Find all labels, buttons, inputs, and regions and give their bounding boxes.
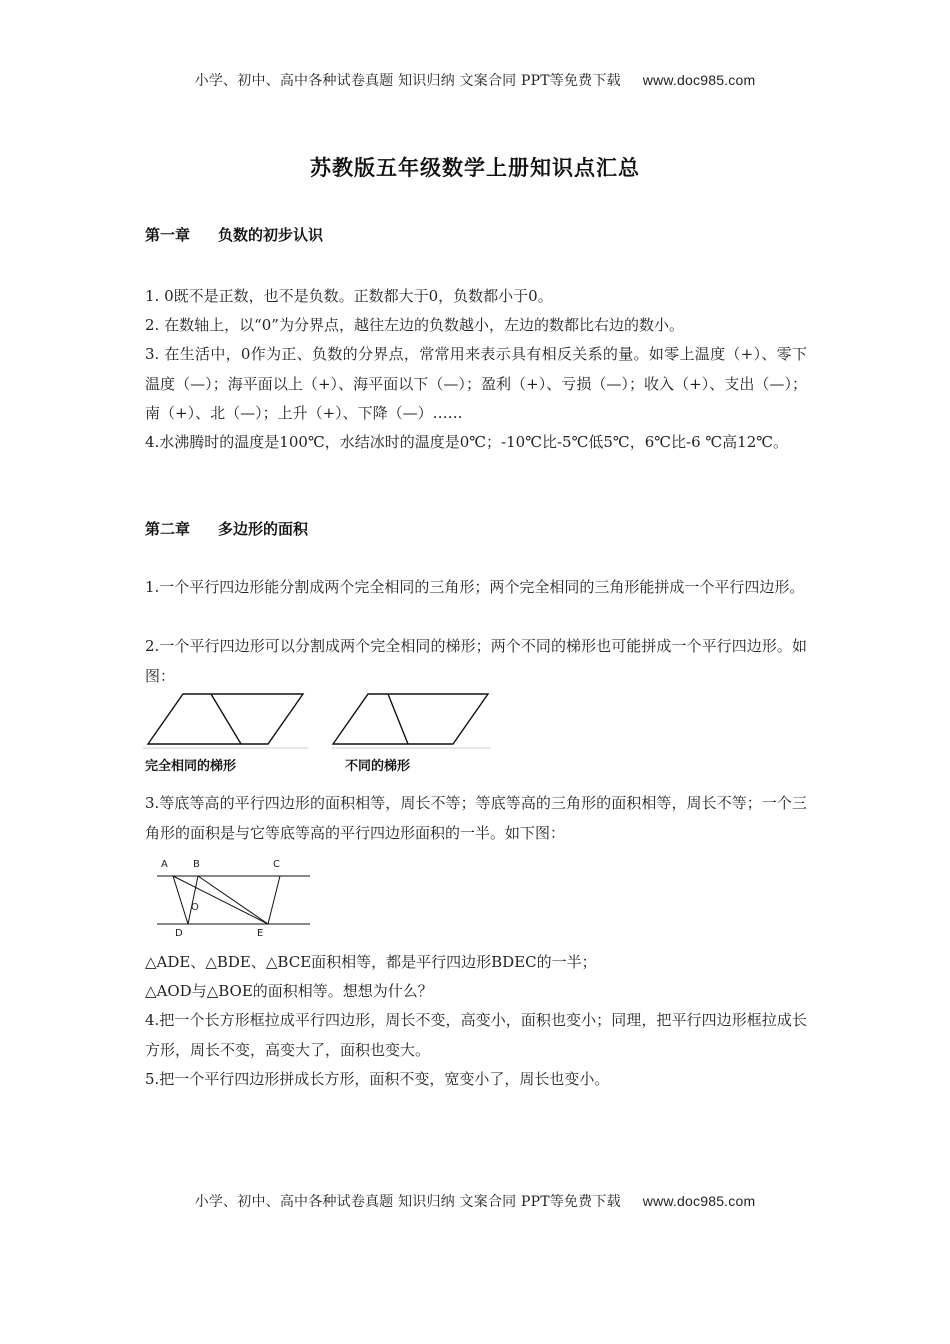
different-trapezoids-parallelogram (333, 694, 488, 744)
caption-different-trapezoids: 不同的梯形 (345, 759, 411, 774)
triangle-area-figure (155, 852, 315, 942)
chapter-number: 第一章 (145, 226, 191, 244)
label-c: C (273, 859, 280, 870)
chapter-1-item-4: 4.水沸腾时的温度是100℃，水结冰时的温度是0℃；-10℃比-5℃低5℃，6℃比-6 ℃高12℃。 (145, 433, 789, 451)
header-url[interactable]: www.doc985.com (642, 72, 756, 88)
page-header (0, 70, 950, 90)
footer-url[interactable]: www.doc985.com (642, 1193, 756, 1209)
chapter-2-item-5: 5.把一个平行四边形拼成长方形，面积不变，宽变小了，周长也变小。 (145, 1070, 610, 1088)
chapter-2-item-1: 1.一个平行四边形能分割成两个完全相同的三角形；两个完全相同的三角形能拼成一个平行四边形。 (145, 578, 805, 596)
document-title: 苏教版五年级数学上册知识点汇总 (310, 156, 640, 180)
chapter-1-item-1: 1. 0既不是正数，也不是负数。正数都大于0，负数都小于0。 (145, 287, 553, 305)
segment-be (198, 876, 268, 924)
identical-trapezoids-parallelogram (148, 694, 303, 744)
chapter-name: 负数的初步认识 (218, 226, 324, 244)
label-d: D (175, 928, 183, 939)
chapter-1-heading (145, 224, 323, 245)
chapter-2-note-2: △AOD与△BOE的面积相等。想想为什么？ (145, 982, 433, 1000)
segment-ad (173, 876, 188, 924)
label-o: O (191, 902, 199, 913)
chapter-2-note-1: △ADE、△BDE、△BCE面积相等，都是平行四边形BDEC的一半； (145, 953, 597, 971)
segment-ae (173, 876, 268, 924)
label-b: B (193, 859, 200, 870)
segment-bd (188, 876, 198, 924)
header-text: 小学、初中、高中各种试卷真题 知识归纳 文案合同 PPT等免费下载 (194, 73, 621, 89)
chapter-2-item-4: 4.把一个长方形框拉成平行四边形，周长不变，高变小，面积也变小；同理，把平行四边形框拉成长方形，周长不变，高变大了，面积也变大。 (145, 1011, 807, 1059)
trapezoid-figure (143, 690, 493, 780)
caption-identical-trapezoids: 完全相同的梯形 (145, 759, 237, 774)
chapter-number: 第二章 (145, 520, 191, 538)
chapter-2-item-2: 2.一个平行四边形可以分割成两个完全相同的梯形；两个不同的梯形也可能拼成一个平行四边形。如图： (145, 637, 807, 685)
chapter-1-item-3: 3. 在生活中，0作为正、负数的分界点，常常用来表示具有相反关系的量。如零上温度（+）、零下温度（—）；海平面以上（+）、海平面以下（—）；盈利（+）、亏损（—）；收入（+）、支出（—）；南（+）、北（—）；上升（+）、下降（—）…… (145, 345, 807, 422)
chapter-1-item-2: 2. 在数轴上，以“0”为分界点，越往左边的负数越小，左边的数都比右边的数小。 (145, 316, 684, 334)
chapter-2-item-3: 3.等底等高的平行四边形的面积相等，周长不等；等底等高的三角形的面积相等，周长不等；一个三角形的面积是与它等底等高的平行四边形面积的一半。如下图： (145, 794, 807, 842)
chapter-2-heading (145, 518, 308, 539)
label-e: E (257, 928, 264, 939)
label-a: A (161, 859, 168, 870)
footer-text: 小学、初中、高中各种试卷真题 知识归纳 文案合同 PPT等免费下载 (194, 1194, 621, 1210)
chapter-name: 多边形的面积 (218, 520, 309, 538)
page-footer (0, 1191, 950, 1211)
segment-ce (268, 876, 280, 924)
